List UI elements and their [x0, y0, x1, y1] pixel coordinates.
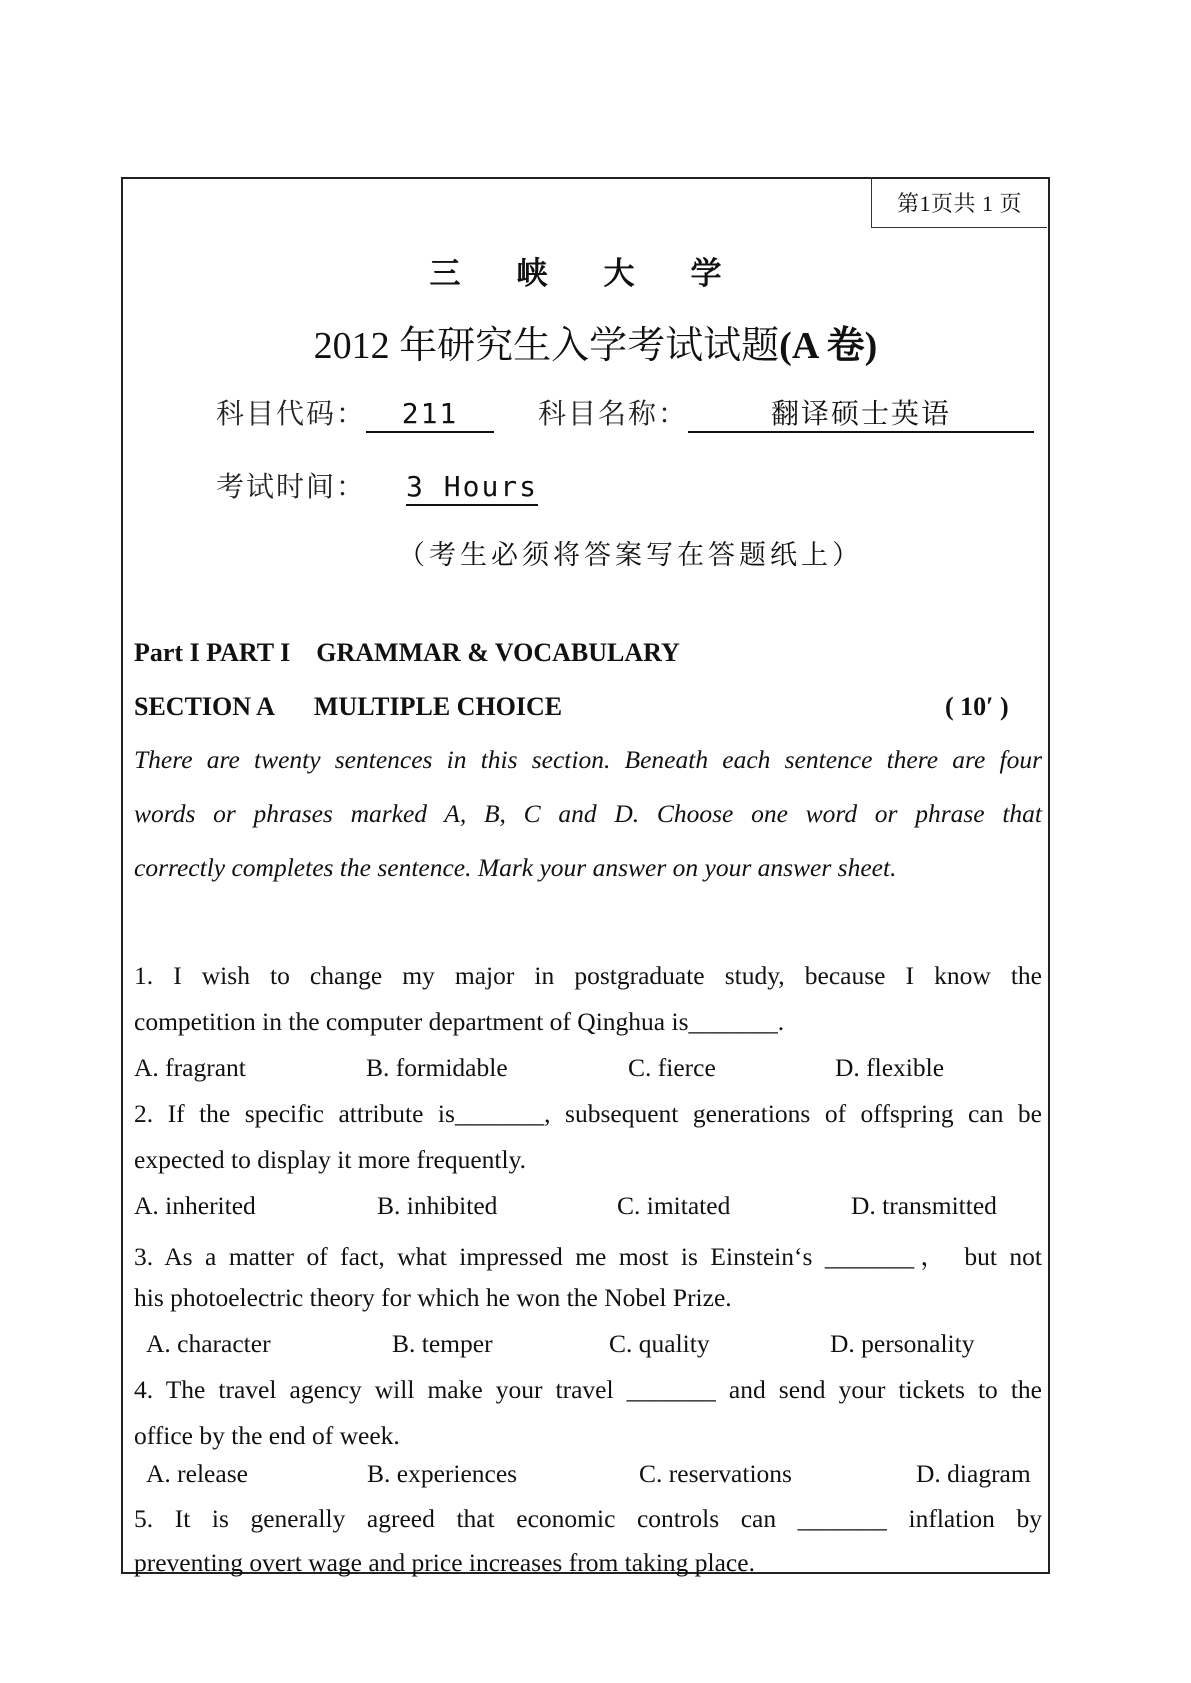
- q2-option-a: A. inherited: [134, 1191, 256, 1220]
- section-score: ( 10′ ): [945, 692, 1009, 721]
- exam-title-prefix: 2012 年研究生入学考试试题: [313, 325, 780, 367]
- exam-time-value: 3 Hours: [406, 470, 538, 506]
- question-3-line: his photoelectric theory for which he won the Nobel Prize.: [134, 1283, 732, 1312]
- subject-name-value: 翻译硕士英语: [688, 397, 1034, 433]
- school-char: 峡: [516, 256, 588, 292]
- part-title: Part I PART I GRAMMAR & VOCABULARY: [134, 638, 680, 667]
- q1-option-b: B. formidable: [366, 1053, 508, 1082]
- q1-option-c: C. fierce: [628, 1053, 716, 1082]
- subject-code-row: [216, 392, 494, 433]
- subject-name-row: [538, 392, 1034, 433]
- subject-code-value: 211: [366, 397, 494, 433]
- school-char: 大: [603, 256, 675, 292]
- question-3-line: 3. As a matter of fact, what impressed me most is Einstein‘s _______， but not: [134, 1242, 1042, 1271]
- school-char: 三: [429, 256, 501, 292]
- instruction-line: correctly completes the sentence. Mark your answer on your answer sheet.: [134, 853, 897, 882]
- subject-name-label: 科目名称：: [538, 397, 689, 430]
- q4-option-c: C. reservations: [639, 1459, 792, 1488]
- question-5-line: preventing overt wage and price increases from taking place.: [134, 1548, 755, 1577]
- question-1-line: competition in the computer department of Qinghua is_______.: [134, 1007, 785, 1036]
- q3-option-c: C. quality: [609, 1329, 710, 1358]
- question-4-line: 4. The travel agency will make your travel _______ and send your tickets to the: [134, 1375, 1042, 1404]
- answer-sheet-note: （考生必须将答案写在答题纸上）: [398, 540, 863, 571]
- school-char: 学: [690, 256, 762, 292]
- question-2-line: 2. If the specific attribute is_______, subsequent generations of offspring can be: [134, 1099, 1042, 1128]
- section-title: SECTION A MULTIPLE CHOICE: [134, 692, 563, 721]
- q3-option-b: B. temper: [392, 1329, 493, 1358]
- question-2-line: expected to display it more frequently.: [134, 1145, 527, 1174]
- q2-option-b: B. inhibited: [377, 1191, 498, 1220]
- school-name: [0, 248, 1191, 293]
- exam-title: [0, 314, 1191, 369]
- exam-time-label: 考试时间：: [216, 470, 367, 503]
- q3-option-d: D. personality: [830, 1329, 975, 1358]
- q1-option-d: D. flexible: [835, 1053, 945, 1082]
- q4-option-d: D. diagram: [916, 1459, 1031, 1488]
- q4-option-a: A. release: [146, 1459, 248, 1488]
- q1-option-a: A. fragrant: [134, 1053, 246, 1082]
- page-indicator: 第1页共 1 页: [871, 177, 1047, 228]
- q2-option-c: C. imitated: [617, 1191, 731, 1220]
- question-4-line: office by the end of week.: [134, 1421, 400, 1450]
- q4-option-b: B. experiences: [367, 1459, 518, 1488]
- question-5-line: 5. It is generally agreed that economic controls can _______ inflation by: [134, 1504, 1042, 1533]
- instruction-line: There are twenty sentences in this section. Beneath each sentence there are four: [134, 745, 1042, 774]
- instruction-line: words or phrases marked A, B, C and D. Choose one word or phrase that: [134, 799, 1042, 828]
- question-1-line: 1. I wish to change my major in postgraduate study, because I know the: [134, 961, 1042, 990]
- exam-time-row: [216, 465, 538, 506]
- q3-option-a: A. character: [146, 1329, 271, 1358]
- exam-title-suffix: (A 卷): [779, 325, 878, 367]
- q2-option-d: D. transmitted: [851, 1191, 997, 1220]
- subject-code-label: 科目代码：: [216, 397, 367, 430]
